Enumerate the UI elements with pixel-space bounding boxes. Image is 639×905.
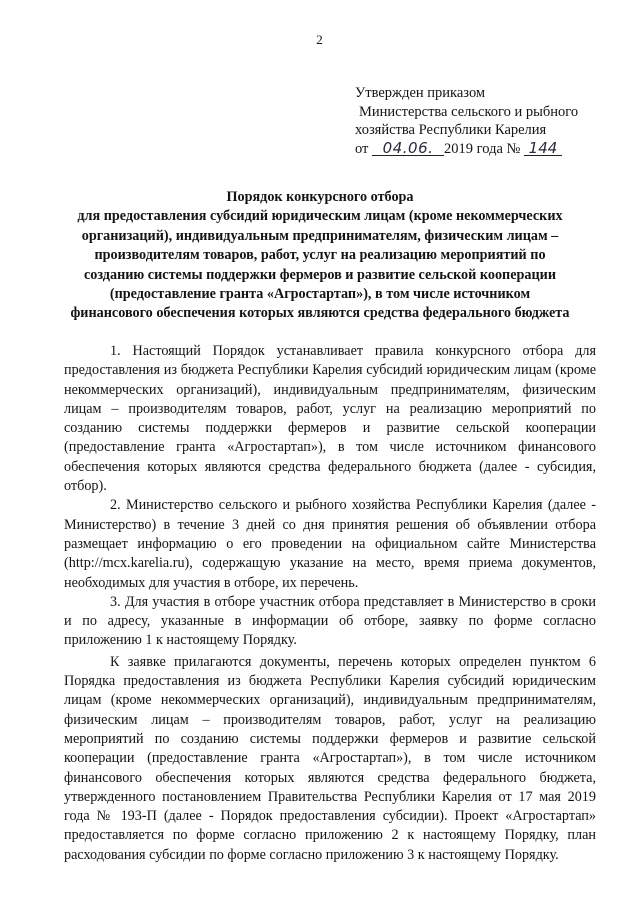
title-line-7: финансового обеспечения которых являются средства федерального бюджета: [70, 305, 570, 322]
title-line-1: Порядок конкурсного отбора: [226, 189, 414, 205]
approval-date-prefix: от: [355, 140, 369, 157]
title-line-2: для предоставления субсидий юридическим лицам (кроме некоммерческих: [77, 208, 563, 225]
paragraph-3: 3. Для участия в отборе участник отбора представляет в Министерство в сроки и по адресу, указанные в информации об отборе, заявку по форме согласно приложению 1 к настоящему Порядку.: [64, 593, 596, 649]
handwritten-date: 04.06.: [372, 141, 444, 156]
title-line-6: (предоставление гранта «Агростартап»), в том числе источником: [109, 286, 531, 303]
title-line-5: созданию системы поддержки фермеров и развитие сельской кооперации: [83, 266, 557, 283]
paragraph-1: 1. Настоящий Порядок устанавливает правила конкурсного отбора для предоставления из бюджета Республики Карелия субсидий юридическим лицам (кроме некоммерческих организаций), индивидуальным предпринимателям, физическим лицам – производителям товаров, работ, услуг на реализацию мероприятий по созданию системы поддержки фермеров и развитие сельской кооперации (предоставление гранта «Агростартап»), в том числе источником финансового обеспечения которых являются средства федерального бюджета (далее - субсидия, отбор).: [64, 343, 596, 495]
document-body: [64, 342, 596, 865]
approval-date-line: [355, 140, 625, 159]
approval-line-3: хозяйства Республики Карелия: [355, 122, 547, 138]
title-line-3: организаций), индивидуальным предпринимателям, физическим лицам –: [81, 227, 559, 244]
title-line-4: производителям товаров, работ, услуг на реализацию мероприятий по: [94, 247, 546, 264]
approval-block: [355, 84, 625, 158]
approval-date-year: 2019 года №: [444, 140, 521, 157]
document-title: [40, 188, 600, 324]
approval-line-1: Утвержден приказом: [355, 85, 486, 101]
handwritten-order-number: 144: [524, 141, 562, 156]
approval-line-2: Министерства сельского и рыбного: [359, 103, 579, 120]
paragraph-4: К заявке прилагаются документы, перечень которых определен пунктом 6 Порядка предоставления из бюджета Республики Карелия субсидий юридическим лицам (кроме некоммерческих организаций), индивидуальным предпринимателям, физическим лицам – производителям товаров, работ, услуг на реализацию мероприятий по созданию системы поддержки фермеров и развитие сельской кооперации (предоставление гранта «Агростартап»), в том числе источником финансового обеспечения которых являются средства федерального бюджета, утвержденного постановлением Правительства Республики Карелия от 17 мая 2019 года № 193-П (далее - Порядок предоставления субсидии). Проект «Агростартап» предоставляется по форме согласно приложению 2 к настоящему Порядку, план расходования субсидии по форме согласно приложению 3 к настоящему Порядку.: [64, 653, 596, 863]
page-number: 2: [316, 32, 323, 47]
paragraph-2: 2. Министерство сельского и рыбного хозяйства Республики Карелия (далее - Министерство) в течение 3 дней со дня принятия решения об объявлении отбора размещает информацию о его проведении на официальном сайте Министерства (http://mcx.karelia.ru), содержащую указание на место, время приема документов, необходимых для участия в отборе, их перечень.: [64, 497, 596, 591]
